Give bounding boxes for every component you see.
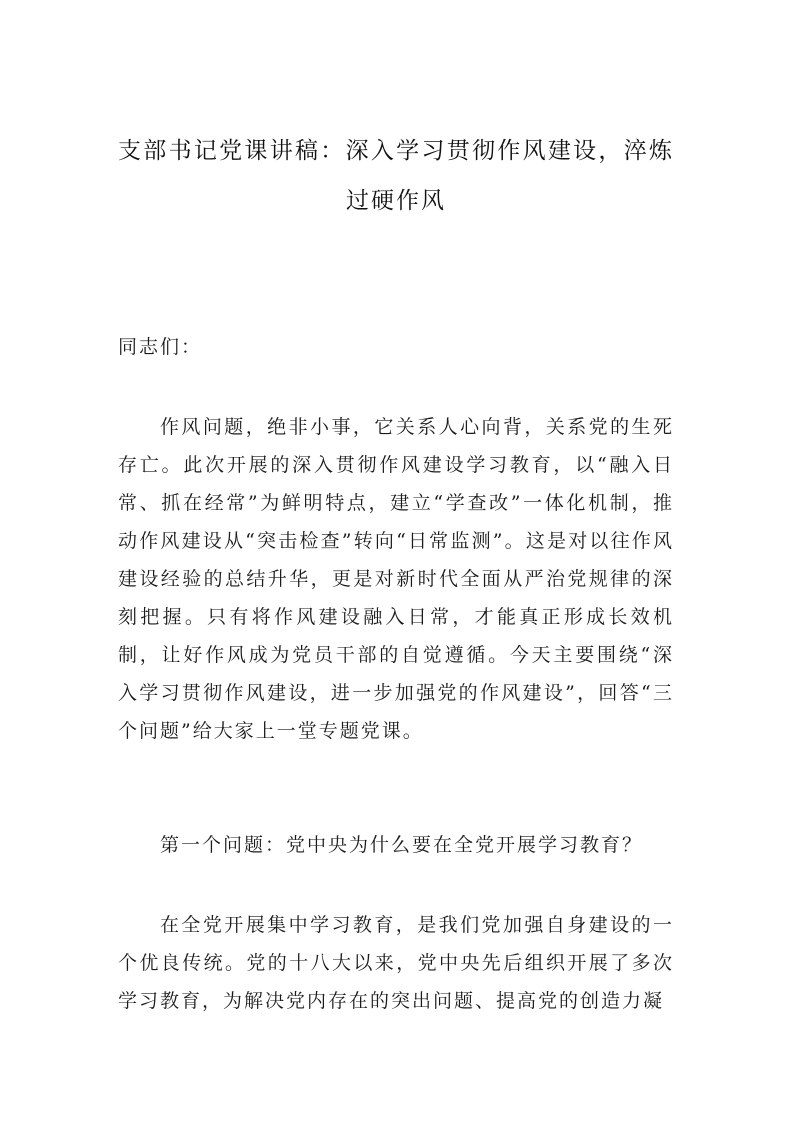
paragraph: 作风问题，绝非小事，它关系人心向背，关系党的生死存亡。此次开展的深入贯彻作风建设学习教育，以“融入日常、抓在经常”为鲜明特点，建立“学查改”一体化机制，推动作风建设从“突击检查”转向“日常监测”。这是对以往作风建设经验的总结升华，更是对新时代全面从严治党规律的深刻把握。只有将作风建设融入日常，才能真正形成长效机制，让好作风成为党员干部的自觉遵循。今天主要围绕“深入学习贯彻作风建设，进一步加强党的作风建设”，回答“三个问题”给大家上一堂专题党课。 (118, 416, 674, 742)
salutation: 同志们： (118, 336, 203, 358)
paragraph: 在全党开展集中学习教育，是我们党加强自身建设的一个优良传统。党的十八大以来，党中央先后组织开展了多次学习教育，为解决党内存在的突出问题、提高党的创造力凝 (118, 914, 674, 1012)
document-title: 支部书记党课讲稿：深入学习贯彻作风建设，淬炼过硬作风 (118, 138, 674, 214)
section-question: 第一个问题：党中央为什么要在全党开展学习教育？ (160, 834, 644, 856)
